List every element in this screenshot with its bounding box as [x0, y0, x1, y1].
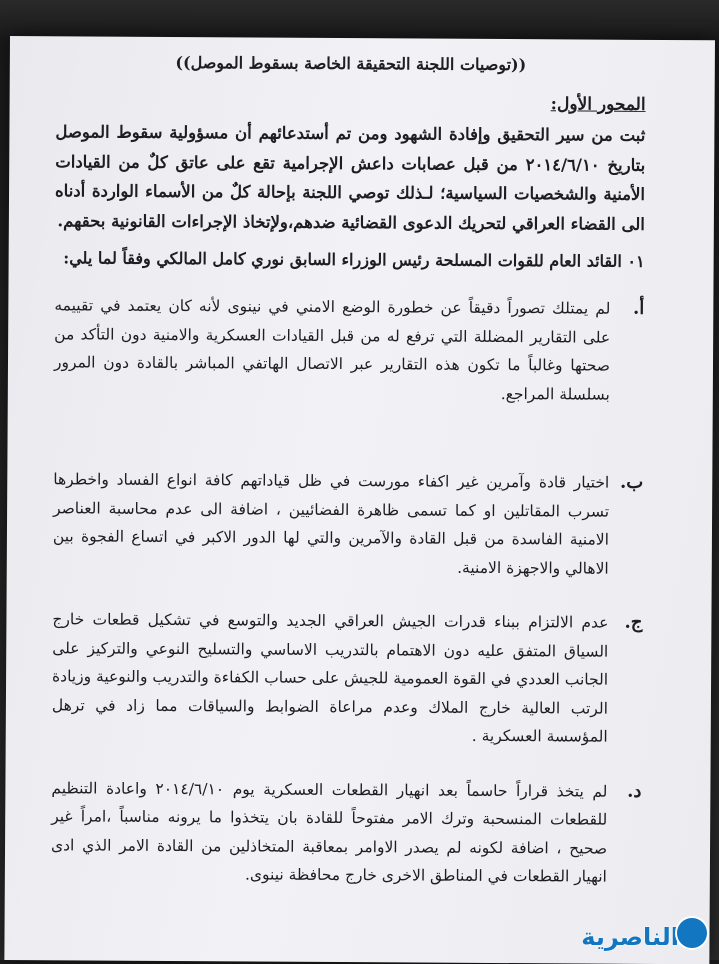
document-page	[4, 36, 715, 964]
list-item	[53, 465, 644, 583]
list-item	[54, 291, 645, 409]
list-item-text: لم يتخذ قراراً حاسماً بعد انهيار القطعات العسكرية يوم ٢٠١٤/٦/١٠ واعادة التنظيم للقطعات المنسحبة وترك الامر مفتوحاً للقادة بان يتخذوا ما يرونه مناسباً ،امراً غير صحيح ، اضافة لكونه لم يصدر الاوامر بمعاقبة المتخاذلين من القادة الامر الذي ادى انهيار القطعات في المناطق الاخرى خارج محافظة نينوى.	[51, 774, 608, 891]
watermark-emblem-icon	[675, 916, 709, 950]
intro-paragraph: ثبت من سير التحقيق وإفادة الشهود ومن تم أستدعائهم أن مسؤولية سقوط الموصل بتاريخ ٢٠١٤/٦/١٠ من قبل عصابات داعش الإجرامية تقع على عاتق كلٌ من القيادات الأمنية والشخصيات السياسية؛ لـذلك توصي اللجنة بإحالة كلٌ من الأسماء الواردة أدناه الى القضاء العراقي لتحريك الدعوى القضائية ضدهم،ولإتخاذ الإجراءات القانونية بحقهم.	[55, 117, 646, 239]
watermark-logo	[573, 916, 713, 956]
section-axis-label: المحور الأول:	[56, 91, 646, 115]
list-item-text: اختيار قادة وآمرين غير اكفاء مورست في ظل قياداتهم كافة انواع الفساد واخطرها تسرب المقاتلين او كما تسمى ظاهرة الفضائيين ، اضافة الى عدم محاسبة العناصر الامنية الفاسدة من قبل القادة والآمرين والتي لها الدور الاكبر في اتساع الفجوة بين الاهالي والاجهزة الامنية.	[53, 465, 610, 582]
list-item-letter: د.	[607, 777, 641, 805]
list-item-letter: ب.	[609, 469, 643, 497]
list-item	[51, 774, 642, 892]
list-item-text: عدم الالتزام ببناء قدرات الجيش العراقي الجديد والتوسع في تشكيل قطعات خارج السياق المتفق عليه دون الاهتمام بالتدريب الاساسي والتسليح النوعي والتركيز على الجانب العددي في القوة العمومية للجيش على حساب الكفاءة والتدريب والنوعية وزيادة الرتب العالية خارج الملاك وعدم مراعاة الضوابط والسياقات مما زاد في ترهل المؤسسة العسكرية .	[52, 605, 609, 751]
list-item-text: لم يمتلك تصوراً دقيقاً عن خطورة الوضع الامني في نينوى لأنه كان يعتمد في تقييمه على التقارير المضللة التي ترفع له من قبل القيادات العسكرية والامنية دون التأكد من صحتها وغالباً ما تكون هذه التقارير عبر الاتصال الهاتفي المباشر بالقادة دون المرور بسلسلة المراجع.	[54, 291, 611, 408]
list-item	[52, 605, 643, 751]
list-item-letter: أ.	[610, 295, 644, 323]
document-body	[51, 44, 646, 917]
item-heading: ٠١ القائد العام للقوات المسلحة رئيس الوزراء السابق نوري كامل المالكي وفقاً لما يلي:	[55, 245, 645, 275]
list-item-letter: ج.	[608, 609, 642, 637]
document-title: ((توصيات اللجنة التحقيقة الخاصة بسقوط الموصل))	[56, 52, 646, 75]
watermark-text: الناصرية	[581, 922, 679, 952]
